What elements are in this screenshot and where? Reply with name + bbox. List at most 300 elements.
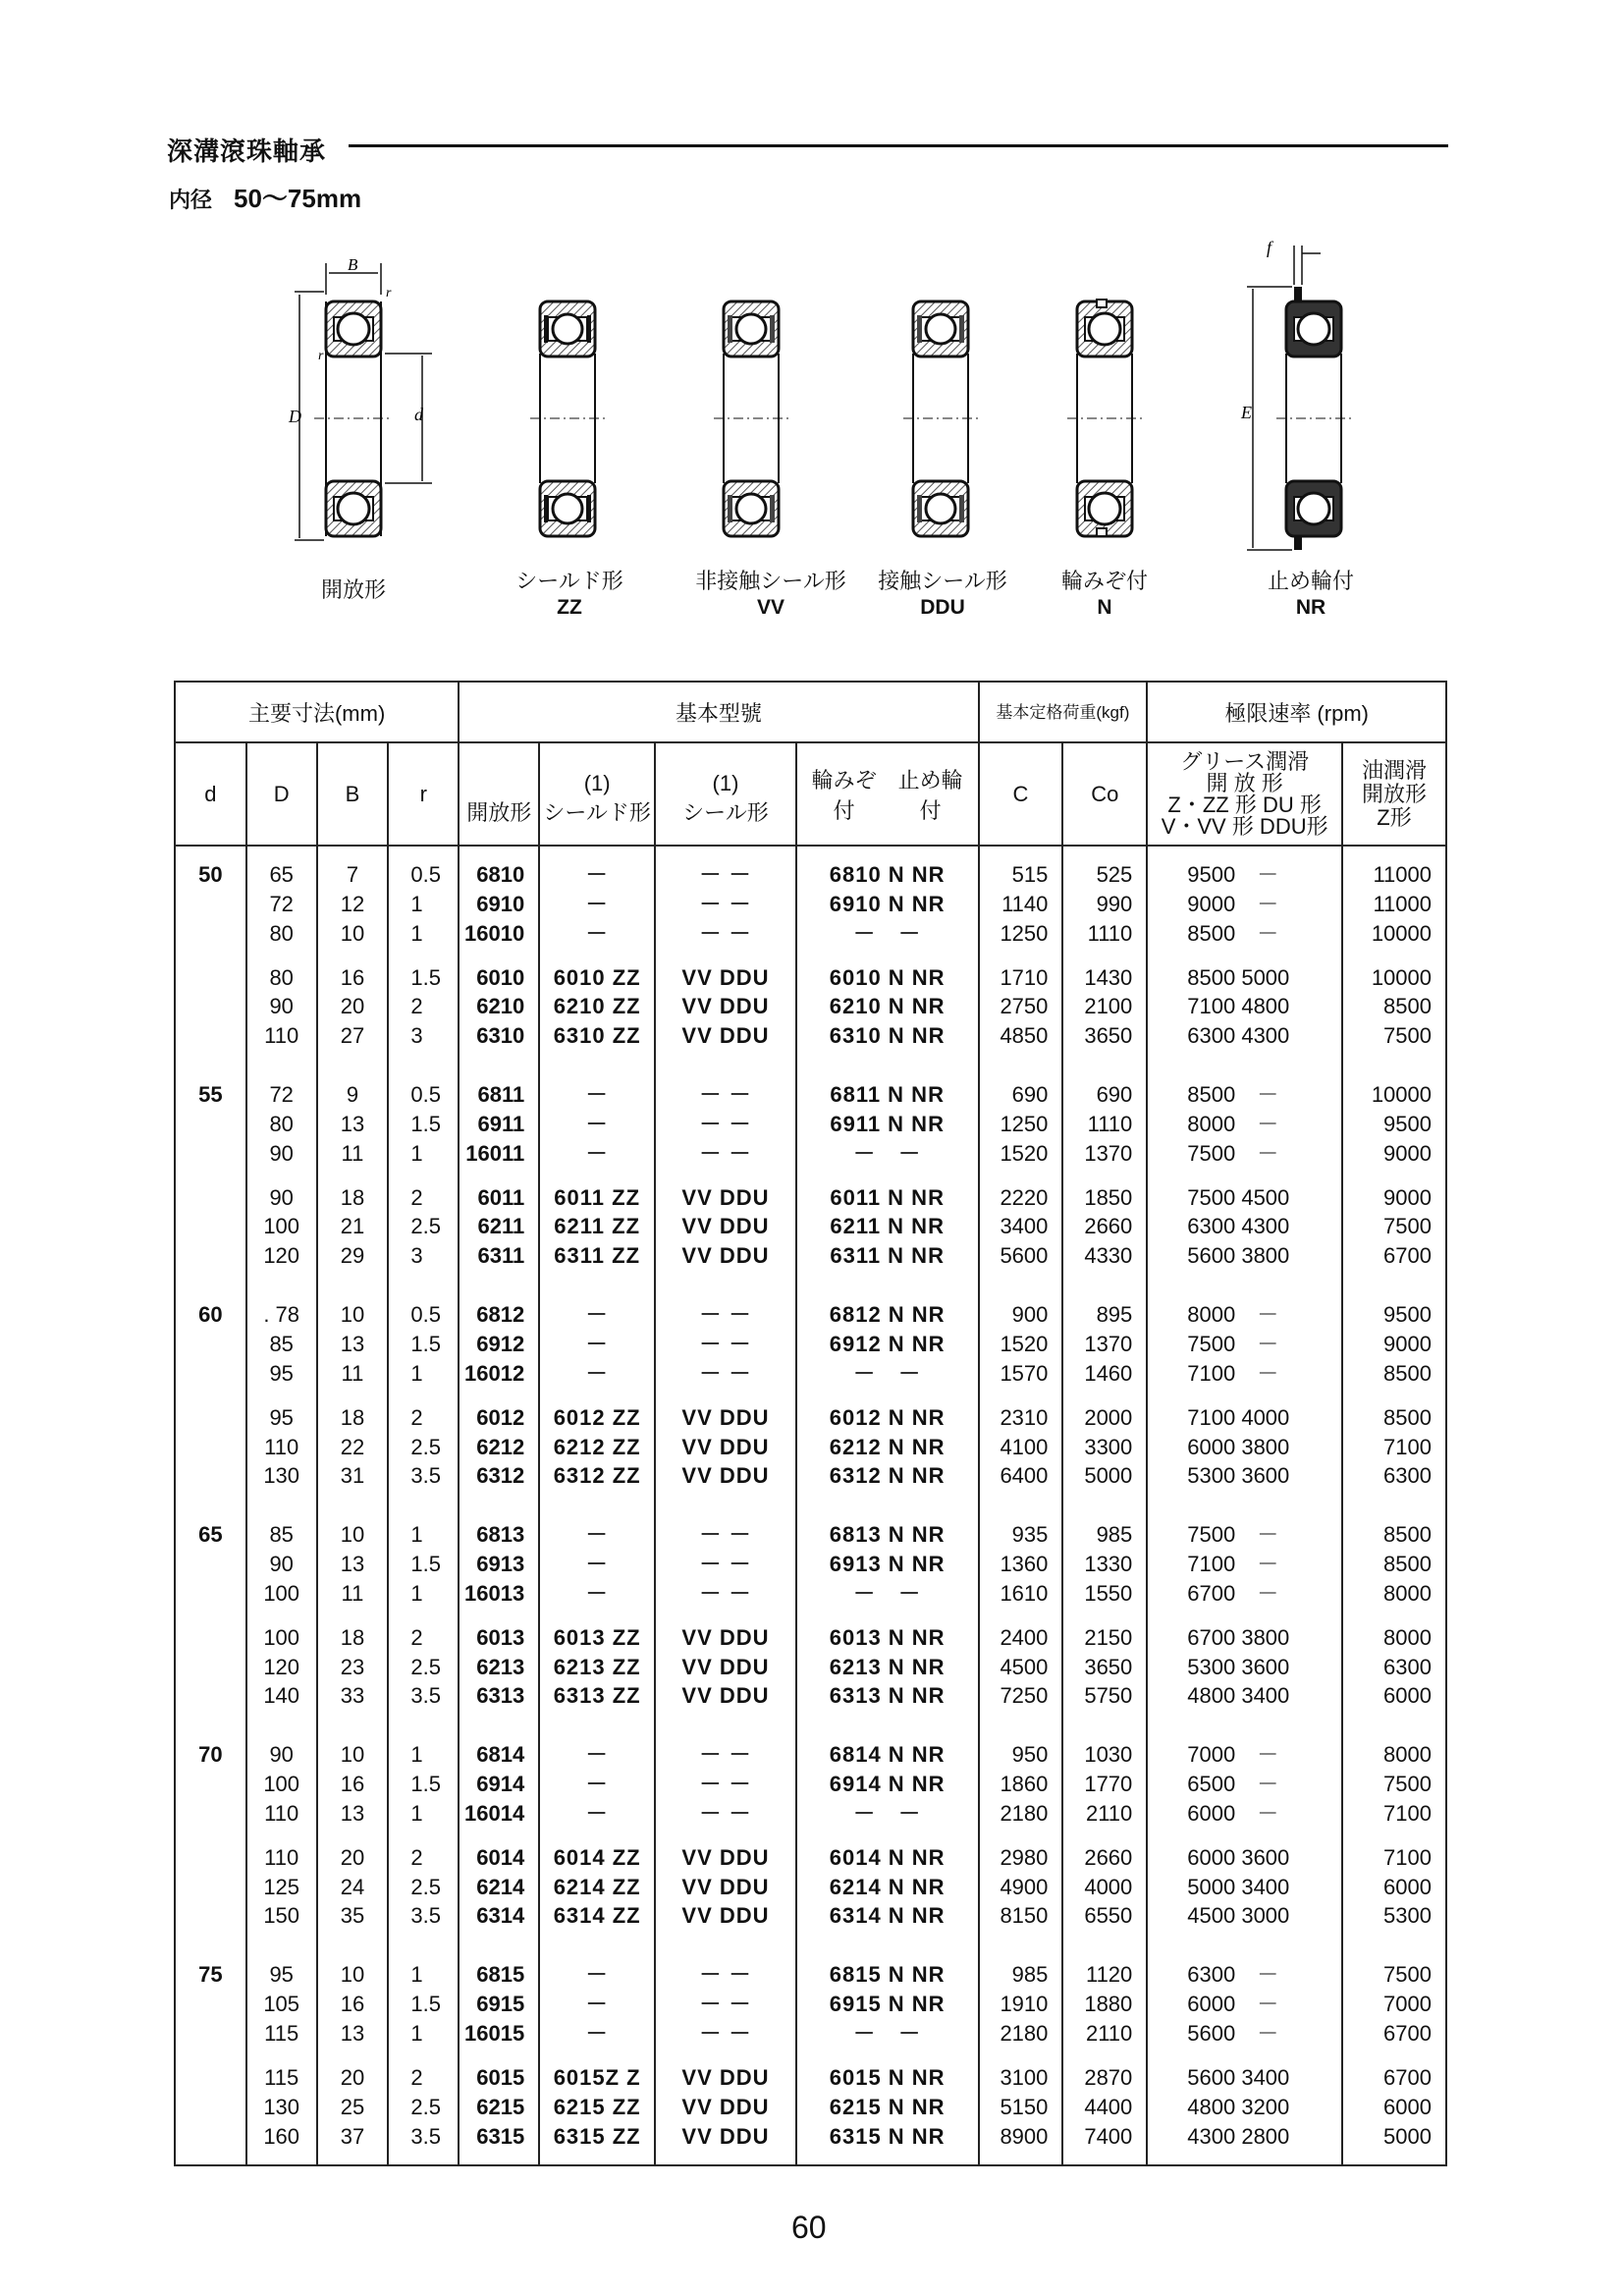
cell-shield-model: － (539, 1520, 655, 1550)
cell-Co: 895 (1062, 1300, 1147, 1330)
type-caption-shield (501, 570, 638, 621)
table-row (175, 1843, 1446, 1873)
cell-B: 11 (317, 1139, 389, 1169)
cell-seal-model: － － (655, 1139, 796, 1169)
table-row (175, 1550, 1446, 1579)
type-caption-groove (1046, 570, 1163, 621)
cell-open-model: 6213 (459, 1653, 539, 1682)
cell-oil-speed: 7100 (1342, 1799, 1446, 1829)
cell-r: 2.5 (388, 1433, 459, 1462)
cell-r: 1.5 (388, 1990, 459, 2019)
cell-D: 115 (246, 2063, 317, 2093)
cell-seal-model: VV DDU (655, 1433, 796, 1462)
cell-B: 27 (317, 1021, 389, 1051)
cell-B: 35 (317, 1901, 389, 1931)
cell-grease-speed: 7500 － (1147, 1139, 1342, 1169)
cell-bore (175, 992, 246, 1021)
cell-r: 2 (388, 2063, 459, 2093)
cell-oil-speed: 6700 (1342, 1241, 1446, 1271)
table-row (175, 1990, 1446, 2019)
cell-C: 7250 (979, 1681, 1063, 1711)
cell-D: 95 (246, 1359, 317, 1389)
cell-grease-speed: 5600 3400 (1147, 2063, 1342, 2093)
table-row (175, 1960, 1446, 1990)
cell-B: 10 (317, 1520, 389, 1550)
cell-Co: 3650 (1062, 1653, 1147, 1682)
cell-B: 16 (317, 963, 389, 993)
type-caption-open (304, 578, 403, 604)
cell-shield-model: 6315 ZZ (539, 2122, 655, 2152)
cell-D: 110 (246, 1433, 317, 1462)
header-shield: (1) シールド形 (539, 742, 655, 846)
cell-groove-model: 6014 N NR (796, 1843, 979, 1873)
cell-shield-model: － (539, 1740, 655, 1770)
spec-table (174, 681, 1447, 2166)
cell-bore (175, 1770, 246, 1799)
cell-grease-speed: 6000 3600 (1147, 1843, 1342, 1873)
cell-open-model: 16015 (459, 2019, 539, 2049)
cell-oil-speed: 10000 (1342, 919, 1446, 949)
cell-B: 29 (317, 1241, 389, 1271)
cell-B: 13 (317, 1110, 389, 1139)
cell-groove-model: 6012 N NR (796, 1403, 979, 1433)
cell-groove-model: 6912 N NR (796, 1330, 979, 1359)
cell-shield-model: 6012 ZZ (539, 1403, 655, 1433)
cell-bore (175, 2063, 246, 2093)
cell-groove-model: 6013 N NR (796, 1623, 979, 1653)
cell-B: 16 (317, 1770, 389, 1799)
spec-table-body (175, 846, 1446, 2165)
cell-shield-model: － (539, 1110, 655, 1139)
table-row (175, 1681, 1446, 1711)
cell-oil-speed: 11000 (1342, 860, 1446, 890)
cell-open-model: 6015 (459, 2063, 539, 2093)
cell-shield-model: 6310 ZZ (539, 1021, 655, 1051)
cell-r: 2.5 (388, 1653, 459, 1682)
cell-C: 1520 (979, 1139, 1063, 1169)
cell-oil-speed: 7100 (1342, 1843, 1446, 1873)
cell-C: 1610 (979, 1579, 1063, 1609)
dim-E-label: E (1241, 403, 1252, 422)
cell-D: 120 (246, 1653, 317, 1682)
cell-grease-speed: 6300 4300 (1147, 1212, 1342, 1241)
cell-seal-model: － － (655, 1110, 796, 1139)
cell-grease-speed: 7500 － (1147, 1520, 1342, 1550)
cell-grease-speed: 8500 － (1147, 1080, 1342, 1110)
cell-shield-model: － (539, 1330, 655, 1359)
cell-oil-speed: 8500 (1342, 1520, 1446, 1550)
cell-B: 13 (317, 2019, 389, 2049)
cell-D: 110 (246, 1799, 317, 1829)
cell-shield-model: － (539, 1139, 655, 1169)
cell-C: 4850 (979, 1021, 1063, 1051)
table-row (175, 963, 1446, 993)
cell-open-model: 6210 (459, 992, 539, 1021)
cell-r: 3 (388, 1021, 459, 1051)
cell-bore (175, 1843, 246, 1873)
cell-Co: 5750 (1062, 1681, 1147, 1711)
header-load-rating: 基本定格荷重(kgf) (979, 682, 1148, 742)
cell-seal-model: VV DDU (655, 1403, 796, 1433)
header-d: d (175, 742, 246, 846)
cell-seal-model: VV DDU (655, 1212, 796, 1241)
cell-oil-speed: 11000 (1342, 890, 1446, 919)
cell-D: 90 (246, 1183, 317, 1213)
cell-open-model: 6914 (459, 1770, 539, 1799)
cell-oil-speed: 6000 (1342, 2093, 1446, 2122)
cell-Co: 2100 (1062, 992, 1147, 1021)
cell-open-model: 6912 (459, 1330, 539, 1359)
cell-oil-speed: 8500 (1342, 1359, 1446, 1389)
cell-groove-model: － － (796, 2019, 979, 2049)
diagram-snap-ring (1240, 238, 1351, 550)
bore-range (169, 179, 361, 215)
cell-r: 1 (388, 1359, 459, 1389)
header-main-dims: 主要寸法(mm) (175, 682, 459, 742)
header-groove-ring: 輪みぞ 止め輪 付 付 (796, 742, 979, 846)
cell-open-model: 6810 (459, 860, 539, 890)
cell-groove-model: 6810 N NR (796, 860, 979, 890)
table-row (175, 890, 1446, 919)
cell-groove-model: 6211 N NR (796, 1212, 979, 1241)
cell-groove-model: 6214 N NR (796, 1873, 979, 1902)
cell-B: 20 (317, 2063, 389, 2093)
cell-seal-model: VV DDU (655, 1183, 796, 1213)
cell-seal-model: VV DDU (655, 2093, 796, 2122)
cell-grease-speed: 6300 4300 (1147, 1021, 1342, 1051)
cell-oil-speed: 8000 (1342, 1623, 1446, 1653)
type-code: DDU (920, 596, 965, 619)
cell-Co: 1430 (1062, 963, 1147, 993)
cell-oil-speed: 10000 (1342, 963, 1446, 993)
cell-oil-speed: 7500 (1342, 1960, 1446, 1990)
cell-D: 80 (246, 1110, 317, 1139)
cell-D: 100 (246, 1579, 317, 1609)
spacer-row (175, 1051, 1446, 1066)
cell-Co: 2870 (1062, 2063, 1147, 2093)
cell-bore (175, 2093, 246, 2122)
cell-seal-model: VV DDU (655, 1681, 796, 1711)
cell-shield-model: 6010 ZZ (539, 963, 655, 993)
cell-bore (175, 1623, 246, 1653)
cell-r: 1 (388, 1579, 459, 1609)
cell-grease-speed: 6000 － (1147, 1990, 1342, 2019)
cell-bore (175, 1330, 246, 1359)
cell-D: 90 (246, 1139, 317, 1169)
cell-D: 120 (246, 1241, 317, 1271)
table-row (175, 2093, 1446, 2122)
cell-D: 110 (246, 1843, 317, 1873)
cell-grease-speed: 5600 － (1147, 2019, 1342, 2049)
cell-r: 2 (388, 1843, 459, 1873)
table-row (175, 2063, 1446, 2093)
cell-shield-model: － (539, 1550, 655, 1579)
cell-B: 20 (317, 992, 389, 1021)
cell-B: 10 (317, 1960, 389, 1990)
cell-open-model: 6212 (459, 1433, 539, 1462)
cell-oil-speed: 6300 (1342, 1461, 1446, 1491)
cell-B: 10 (317, 1740, 389, 1770)
cell-D: 72 (246, 890, 317, 919)
cell-r: 1 (388, 1139, 459, 1169)
cell-bore (175, 1212, 246, 1241)
cell-D: 140 (246, 1681, 317, 1711)
spacer-row (175, 1711, 1446, 1725)
cell-B: 22 (317, 1433, 389, 1462)
cell-r: 1.5 (388, 1110, 459, 1139)
cell-C: 2180 (979, 2019, 1063, 2049)
cell-shield-model: 6210 ZZ (539, 992, 655, 1021)
spacer-row (175, 1725, 1446, 1740)
cell-r: 2 (388, 1403, 459, 1433)
cell-C: 935 (979, 1520, 1063, 1550)
cell-oil-speed: 9500 (1342, 1110, 1446, 1139)
table-row (175, 1139, 1446, 1169)
cell-Co: 6550 (1062, 1901, 1147, 1931)
table-row (175, 1623, 1446, 1653)
section-title: 深溝滾珠軸承 (167, 137, 327, 167)
cell-bore (175, 1901, 246, 1931)
cell-seal-model: － － (655, 1799, 796, 1829)
cell-seal-model: － － (655, 1960, 796, 1990)
type-name: 輪みぞ付 (1060, 570, 1148, 594)
cell-seal-model: － － (655, 919, 796, 949)
cell-oil-speed: 6000 (1342, 1873, 1446, 1902)
cell-C: 1710 (979, 963, 1063, 993)
cell-open-model: 6314 (459, 1901, 539, 1931)
cell-groove-model: 6814 N NR (796, 1740, 979, 1770)
cell-open-model: 6013 (459, 1623, 539, 1653)
cell-seal-model: － － (655, 1579, 796, 1609)
cell-B: 18 (317, 1623, 389, 1653)
cell-grease-speed: 9000 － (1147, 890, 1342, 919)
type-name: 非接触シール形 (695, 570, 846, 594)
cell-shield-model: － (539, 1770, 655, 1799)
cell-Co: 690 (1062, 1080, 1147, 1110)
cell-B: 7 (317, 860, 389, 890)
cell-oil-speed: 6300 (1342, 1653, 1446, 1682)
cell-grease-speed: 9500 － (1147, 860, 1342, 890)
table-row (175, 919, 1446, 949)
cell-seal-model: VV DDU (655, 1843, 796, 1873)
cell-shield-model: － (539, 890, 655, 919)
cell-r: 0.5 (388, 1080, 459, 1110)
cell-C: 1250 (979, 1110, 1063, 1139)
table-row (175, 860, 1446, 890)
cell-oil-speed: 6700 (1342, 2019, 1446, 2049)
cell-oil-speed: 8000 (1342, 1740, 1446, 1770)
cell-open-model: 16014 (459, 1799, 539, 1829)
table-row (175, 1433, 1446, 1462)
cell-bore: 60 (175, 1300, 246, 1330)
cell-groove-model: － － (796, 1799, 979, 1829)
cell-r: 1 (388, 919, 459, 949)
header-speed-limit: 極限速率 (rpm) (1147, 682, 1446, 742)
cell-D: . 78 (246, 1300, 317, 1330)
cell-shield-model: － (539, 1359, 655, 1389)
cell-C: 5600 (979, 1241, 1063, 1271)
cell-Co: 2000 (1062, 1403, 1147, 1433)
cell-D: 90 (246, 1550, 317, 1579)
cell-D: 150 (246, 1901, 317, 1931)
cell-open-model: 6813 (459, 1520, 539, 1550)
cell-grease-speed: 8000 － (1147, 1110, 1342, 1139)
table-row (175, 2122, 1446, 2152)
cell-D: 95 (246, 1403, 317, 1433)
cell-seal-model: VV DDU (655, 2122, 796, 2152)
cell-C: 1910 (979, 1990, 1063, 2019)
cell-oil-speed: 5300 (1342, 1901, 1446, 1931)
cell-D: 95 (246, 1960, 317, 1990)
header-r: r (388, 742, 459, 846)
cell-bore (175, 2019, 246, 2049)
cell-seal-model: VV DDU (655, 1021, 796, 1051)
cell-bore (175, 1183, 246, 1213)
cell-shield-model: 6011 ZZ (539, 1183, 655, 1213)
cell-bore (175, 1433, 246, 1462)
cell-oil-speed: 10000 (1342, 1080, 1446, 1110)
table-row (175, 1873, 1446, 1902)
cell-Co: 1370 (1062, 1330, 1147, 1359)
cell-grease-speed: 4300 2800 (1147, 2122, 1342, 2152)
cell-r: 0.5 (388, 860, 459, 890)
cell-Co: 2110 (1062, 2019, 1147, 2049)
cell-open-model: 6911 (459, 1110, 539, 1139)
cell-Co: 4330 (1062, 1241, 1147, 1271)
cell-r: 2.5 (388, 2093, 459, 2122)
cell-r: 1 (388, 890, 459, 919)
table-row (175, 1770, 1446, 1799)
table-row (175, 1241, 1446, 1271)
cell-Co: 1110 (1062, 1110, 1147, 1139)
cell-open-model: 6915 (459, 1990, 539, 2019)
cell-C: 4900 (979, 1873, 1063, 1902)
cell-oil-speed: 7500 (1342, 1770, 1446, 1799)
cell-B: 12 (317, 890, 389, 919)
table-row (175, 1021, 1446, 1051)
cell-seal-model: － － (655, 1359, 796, 1389)
cell-r: 1.5 (388, 1330, 459, 1359)
cell-groove-model: 6312 N NR (796, 1461, 979, 1491)
cell-groove-model: 6914 N NR (796, 1770, 979, 1799)
cell-r: 1 (388, 1520, 459, 1550)
cell-grease-speed: 5600 3800 (1147, 1241, 1342, 1271)
cell-B: 21 (317, 1212, 389, 1241)
cell-D: 130 (246, 1461, 317, 1491)
cell-D: 130 (246, 2093, 317, 2122)
type-caption-contact-seal (864, 570, 1021, 621)
cell-open-model: 6014 (459, 1843, 539, 1873)
diagram-open (288, 255, 432, 540)
cell-B: 11 (317, 1359, 389, 1389)
cell-bore (175, 1110, 246, 1139)
cell-C: 4100 (979, 1433, 1063, 1462)
cell-B: 24 (317, 1873, 389, 1902)
cell-grease-speed: 4800 3200 (1147, 2093, 1342, 2122)
cell-D: 90 (246, 992, 317, 1021)
cell-B: 31 (317, 1461, 389, 1491)
cell-open-model: 6812 (459, 1300, 539, 1330)
cell-seal-model: － － (655, 890, 796, 919)
cell-C: 4500 (979, 1653, 1063, 1682)
spacer-row (175, 1945, 1446, 1960)
type-code: N (1097, 596, 1112, 619)
type-code: NR (1295, 596, 1326, 619)
cell-grease-speed: 5300 3600 (1147, 1653, 1342, 1682)
cell-groove-model: 6212 N NR (796, 1433, 979, 1462)
cell-shield-model: 6015Z Z (539, 2063, 655, 2093)
cell-Co: 525 (1062, 860, 1147, 890)
cell-groove-model: 6910 N NR (796, 890, 979, 919)
cell-shield-model: － (539, 1579, 655, 1609)
dim-r-label-inner: r (318, 349, 324, 363)
cell-oil-speed: 9500 (1342, 1300, 1446, 1330)
cell-r: 1 (388, 2019, 459, 2049)
table-row (175, 1579, 1446, 1609)
cell-B: 16 (317, 1990, 389, 2019)
cell-bore (175, 1579, 246, 1609)
cell-B: 23 (317, 1653, 389, 1682)
cell-C: 950 (979, 1740, 1063, 1770)
table-row (175, 1300, 1446, 1330)
cell-open-model: 6313 (459, 1681, 539, 1711)
cell-groove-model: 6815 N NR (796, 1960, 979, 1990)
cell-D: 100 (246, 1623, 317, 1653)
cell-r: 2 (388, 1183, 459, 1213)
cell-open-model: 6012 (459, 1403, 539, 1433)
table-row (175, 1110, 1446, 1139)
cell-r: 1.5 (388, 963, 459, 993)
dim-r-label: r (386, 286, 392, 301)
header-basic-model: 基本型號 (459, 682, 978, 742)
cell-B: 11 (317, 1579, 389, 1609)
spacer-row (175, 1491, 1446, 1505)
cell-bore (175, 919, 246, 949)
cell-oil-speed: 7500 (1342, 1021, 1446, 1051)
diagram-contact-seal (903, 301, 978, 536)
cell-grease-speed: 6000 3800 (1147, 1433, 1342, 1462)
cell-shield-model: 6215 ZZ (539, 2093, 655, 2122)
cell-seal-model: － － (655, 1330, 796, 1359)
cell-bore (175, 1799, 246, 1829)
cell-r: 0.5 (388, 1300, 459, 1330)
table-row (175, 2019, 1446, 2049)
cell-D: 125 (246, 1873, 317, 1902)
cell-r: 3.5 (388, 2122, 459, 2152)
table-row (175, 1653, 1446, 1682)
cell-groove-model: 6314 N NR (796, 1901, 979, 1931)
bore-label: 内径 (169, 189, 213, 213)
cell-grease-speed: 7100 － (1147, 1359, 1342, 1389)
cell-B: 10 (317, 1300, 389, 1330)
dim-d-label: d (414, 405, 423, 424)
cell-shield-model: 6211 ZZ (539, 1212, 655, 1241)
cell-oil-speed: 7500 (1342, 1212, 1446, 1241)
diagram-noncontact-seal (714, 301, 788, 536)
type-caption-snap-ring (1247, 570, 1375, 621)
cell-grease-speed: 6500 － (1147, 1770, 1342, 1799)
cell-bore (175, 1403, 246, 1433)
cell-shield-model: － (539, 860, 655, 890)
cell-shield-model: 6214 ZZ (539, 1873, 655, 1902)
cell-seal-model: VV DDU (655, 992, 796, 1021)
cell-groove-model: － － (796, 1359, 979, 1389)
cell-groove-model: － － (796, 919, 979, 949)
cell-seal-model: － － (655, 1990, 796, 2019)
cell-seal-model: － － (655, 1770, 796, 1799)
table-row (175, 1799, 1446, 1829)
cell-groove-model: 6913 N NR (796, 1550, 979, 1579)
